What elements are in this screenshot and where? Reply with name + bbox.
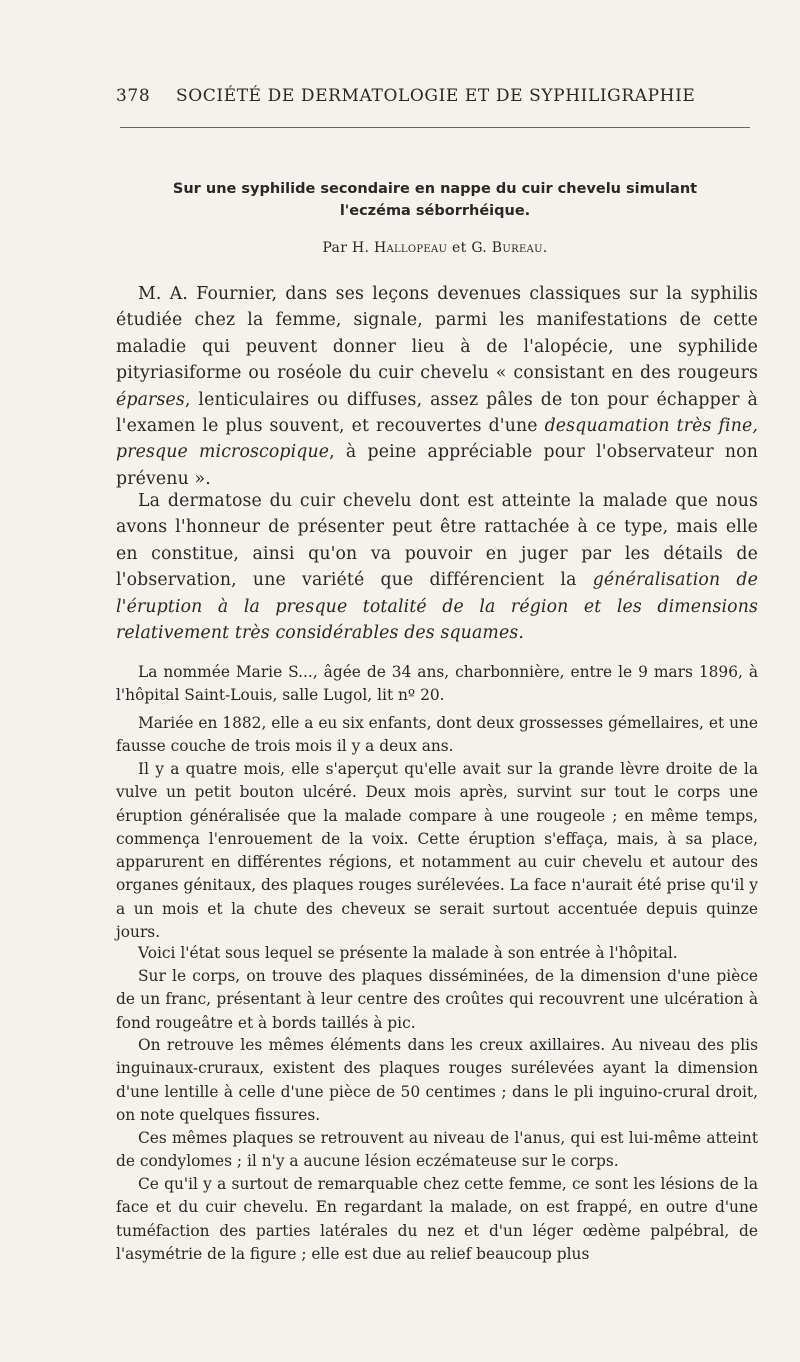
byline-conjunction: et xyxy=(452,240,467,256)
p1-text-b: , lenticulaires ou diffuses, assez pâles de ton pour échapper à l'examen le plus souvent, et recouvertes d'une xyxy=(116,389,758,437)
paragraph-10: Ce qu'il y a surtout de remarquable chez cette femme, ce sont les lésions de la face et du cuir chevelu. En regardant la malade, on est frappé, en outre d'une tuméfaction des parties latérales du nez et d'un léger œdème palpébral, de l'asymétrie de la figure ; elle est due au relief beaucoup plus xyxy=(116,1175,758,1263)
page-number: 378 xyxy=(116,86,151,106)
article-title-line-2: l'eczéma séborrhéique. xyxy=(339,203,531,219)
paragraph-7: Sur le corps, on trouve des plaques disséminées, de la dimension d'une pièce de un franc, présentant à leur centre des croûtes qui recouvrent une ulcération à fond rougeâtre et à bords taillés à pic. xyxy=(116,967,758,1032)
header-rule xyxy=(120,127,750,128)
p1-text-a: M. A. Fournier, dans ses leçons devenues classiques sur la syphilis étudiée chez la femme, signale, parmi les manifestations de cette maladie qui peuvent donner lieu à de l'alopécie, une syphilide pityriasiforme ou roséole du cuir chevelu « consistant en des rougeurs xyxy=(116,284,758,384)
paragraph-4: Mariée en 1882, elle a eu six enfants, dont deux grossesses gémellaires, et une fausse couche de trois mois il y a deux ans. xyxy=(116,714,758,756)
p1-emphasis-1: éparses xyxy=(116,389,185,410)
p1-text-c: , à peine appréciable pour l'observateur non prévenu ». xyxy=(116,442,758,489)
running-head xyxy=(116,86,756,110)
paragraph-5: Il y a quatre mois, elle s'aperçut qu'elle avait sur la grande lèvre droite de la vulve un petit bouton ulcéré. Deux mois après, survint sur tout le corps une éruption généralisée que la malade compare à une rougeole ; en même temps, commença l'enrouement de la voix. Cette éruption s'effaça, mais, à sa place, apparurent en différentes régions, et notamment au cuir chevelu et autour des organes génitaux, des plaques rouges surélevées. La face n'aurait été prise qu'il y a un mois et la chute des cheveux se serait surtout accentuée depuis quinze jours. xyxy=(116,760,758,942)
paragraph-6: Voici l'état sous lequel se présente la malade à son entrée à l'hôpital. xyxy=(138,944,678,962)
article-title-line-1: Sur une syphilide secondaire en nappe du cuir chevelu simulant xyxy=(172,181,698,197)
paragraph-2 xyxy=(116,488,758,646)
paragraph-9: Ces mêmes plaques se retrouvent au niveau de l'anus, qui est lui-même atteint de condylomes ; il n'y a aucune lésion eczémateuse sur le corps. xyxy=(116,1129,758,1171)
byline-prefix: Par xyxy=(322,240,348,256)
p2-text-a: La dermatose du cuir chevelu dont est atteinte la malade que nous avons l'honneur de présenter peut être rattachée à ce type, mais elle en constitue, ainsi qu'on va pouvoir en juger par les détails de l'observation, une variété que différencient la xyxy=(116,491,758,591)
paragraph-8: On retrouve les mêmes éléments dans les creux axillaires. Au niveau des plis inguinaux-cruraux, existent des plaques rouges surélevées ayant la dimension d'une lentille à celle d'une pièce de 50 centimes ; dans le pli inguino-crural droit, on note quelques fissures. xyxy=(116,1036,758,1124)
author-1: H. Hallopeau xyxy=(351,240,448,256)
p1-emphasis-2: desquamation très fine, presque microscopique xyxy=(116,416,758,463)
byline xyxy=(110,240,760,256)
paragraph-1 xyxy=(116,281,758,492)
paragraph-3: La nommée Marie S..., âgée de 34 ans, charbonnière, entre le 9 mars 1896, à l'hôpital Saint-Louis, salle Lugol, lit nº 20. xyxy=(116,663,758,705)
author-2: G. Bureau. xyxy=(471,240,548,256)
running-title: SOCIÉTÉ DE DERMATOLOGIE ET DE SYPHILIGRAPHIE xyxy=(176,86,696,106)
article-title xyxy=(110,178,760,222)
p2-emphasis: généralisation de l'éruption à la presque totalité de la région et les dimensions relativement très considérables des squames. xyxy=(116,570,759,644)
